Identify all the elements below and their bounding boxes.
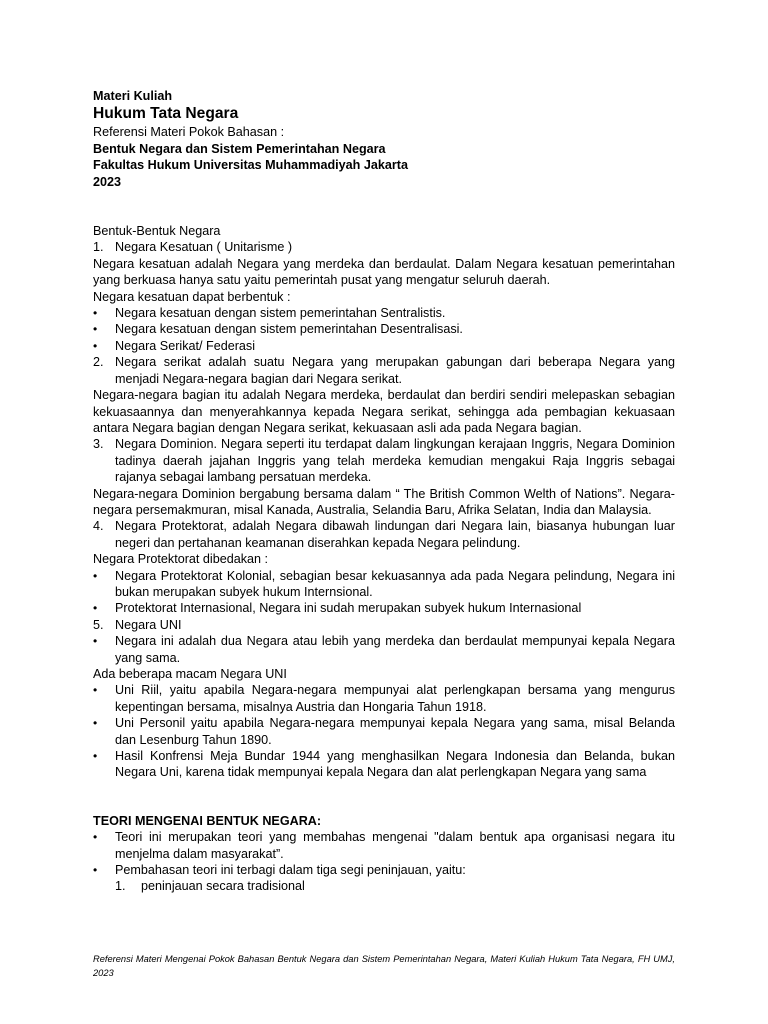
numbered-item — [93, 239, 675, 255]
bullet-text: Negara Protektorat Kolonial, sebagian besar kekuasannya ada pada Negara pelindung, Negara ini bukan merupakan subyek hukum Internsional. — [115, 568, 675, 599]
paragraph: Negara-negara bagian itu adalah Negara merdeka, berdaulat dan berdiri sendiri melepaskan sebagian kekuasaannya dan menyerahkannya kepada Negara serikat, sehingga ada pembagian kekuasaan antara Negara bagian dengan Negara serikat, kekuasaan asli ada pada Negara bagian. — [93, 388, 675, 435]
item-number: 1. — [93, 240, 104, 255]
paragraph: Ada beberapa macam Negara UNI — [93, 667, 287, 681]
item-number: 4. — [93, 519, 104, 534]
bullet-icon: • — [93, 749, 98, 764]
bullet-text: Negara ini adalah dua Negara atau lebih yang merdeka dan berdaulat mempunyai kepala Negara yang sama. — [115, 634, 675, 665]
item-text: Negara serikat adalah suatu Negara yang merupakan gabungan dari beberapa Negara yang menjadi Negara-negara bagian dari Negara serikat. — [115, 355, 675, 386]
bullet-text: Protektorat Internasional, Negara ini sudah merupakan subyek hukum Internasional — [115, 601, 582, 616]
bullet-icon: • — [93, 322, 98, 337]
document-body — [93, 88, 675, 895]
item-number: 3. — [93, 437, 104, 452]
numbered-item — [93, 518, 675, 551]
item-text: Negara Protektorat, adalah Negara dibawah lindungan dari Negara lain, biasanya hubungan luar negeri dan pertahanan keamanan diserahkan kepada Negara pelindung. — [115, 519, 675, 550]
bullet-item — [93, 862, 675, 878]
item-number: 2. — [93, 355, 104, 370]
bullet-icon: • — [93, 634, 98, 649]
bullet-text: Teori ini merupakan teori yang membahas mengenai "dalam bentuk apa organisasi negara itu menjelma dalam masyarakat”. — [115, 830, 675, 861]
item-number: 1. — [115, 879, 126, 894]
numbered-item — [93, 436, 675, 485]
bullet-icon: • — [93, 338, 98, 353]
bullet-item — [93, 715, 675, 748]
page-footer: Referensi Materi Mengenai Pokok Bahasan Bentuk Negara dan Sistem Pemerintahan Negara, Materi Kuliah Hukum Tata Negara, FH UMJ, 2023 — [93, 954, 675, 978]
bullet-item — [93, 338, 675, 354]
bullet-item — [93, 600, 675, 616]
item-text: Negara Kesatuan ( Unitarisme ) — [115, 240, 293, 255]
bullet-text: Negara Serikat/ Federasi — [115, 338, 255, 353]
document-year: 2023 — [93, 174, 122, 189]
item-text: Negara UNI — [115, 617, 182, 632]
paragraph: Negara Protektorat dibedakan : — [93, 552, 269, 567]
bullet-item — [93, 682, 675, 715]
bullet-icon: • — [93, 568, 98, 583]
bullet-item — [93, 321, 675, 337]
bullet-text: Hasil Konfrensi Meja Bundar 1944 yang menghasilkan Negara Indonesia dan Belanda, bukan Negara Uni, karena tidak mempunyai kepala Negara dan alat perlengkapan Negara yang sama — [115, 749, 675, 780]
bullet-text: Negara kesatuan dengan sistem pemerintahan Sentralistis. — [115, 306, 446, 321]
sub-numbered-item — [93, 878, 675, 894]
section-heading: Bentuk-Bentuk Negara — [93, 224, 221, 239]
bullet-item — [93, 305, 675, 321]
bullet-icon: • — [93, 716, 98, 731]
bullet-item — [93, 748, 675, 781]
bullet-icon: • — [93, 863, 98, 878]
spacer — [93, 781, 675, 813]
bullet-icon: • — [93, 830, 98, 845]
bullet-item — [93, 829, 675, 862]
item-text: peninjauan secara tradisional — [141, 879, 305, 894]
bullet-text: Uni Riil, yaitu apabila Negara-negara mempunyai alat perlengkapan bersama yang mengurus kepentingan bersama, misalnya Austria dan Hongaria Tahun 1918. — [115, 683, 675, 714]
bullet-icon: • — [93, 601, 98, 616]
paragraph: Negara kesatuan adalah Negara yang merdeka dan berdaulat. Dalam Negara kesatuan pemerintahan yang berkuasa hanya satu yaitu pemerintah pusat yang mengatur seluruh daerah. — [93, 256, 675, 288]
paragraph: Negara kesatuan dapat berbentuk : — [93, 289, 291, 304]
course-label: Materi Kuliah — [93, 89, 173, 103]
topic-title: Bentuk Negara dan Sistem Pemerintahan Negara — [93, 141, 386, 156]
bullet-icon: • — [93, 306, 98, 321]
reference-label: Referensi Materi Pokok Bahasan : — [93, 125, 285, 140]
numbered-item — [93, 617, 675, 633]
bullet-item — [93, 568, 675, 601]
paragraph: Negara-negara Dominion bergabung bersama dalam “ The British Common Welth of Nations”. Negara-negara persemakmuran, misal Kanada, Australia, Selandia Baru, Afrika Selatan, India dan Malaysia. — [93, 486, 675, 517]
bullet-text: Negara kesatuan dengan sistem pemerintahan Desentralisasi. — [115, 322, 463, 337]
bullet-text: Pembahasan teori ini terbagi dalam tiga segi peninjauan, yaitu: — [115, 863, 466, 878]
numbered-item — [93, 354, 675, 387]
item-text: Negara Dominion. Negara seperti itu terdapat dalam lingkungan kerajaan Inggris, Negara Dominion tadinya daerah jajahan Inggris yang telah merdeka kemudian mengakui Raja Inggris sebagai rajanya sebagai lambang persatuan merdeka. — [115, 437, 675, 485]
bullet-item — [93, 633, 675, 666]
spacer — [93, 190, 675, 223]
faculty-name: Fakultas Hukum Universitas Muhammadiyah Jakarta — [93, 158, 408, 173]
bullet-text: Uni Personil yaitu apabila Negara-negara mempunyai kepala Negara yang sama, misal Belanda dan Lesenburg Tahun 1890. — [115, 716, 675, 747]
document-title: Hukum Tata Negara — [93, 105, 239, 123]
section-heading: TEORI MENGENAI BENTUK NEGARA: — [93, 813, 322, 828]
item-number: 5. — [93, 617, 104, 632]
bullet-icon: • — [93, 683, 98, 698]
